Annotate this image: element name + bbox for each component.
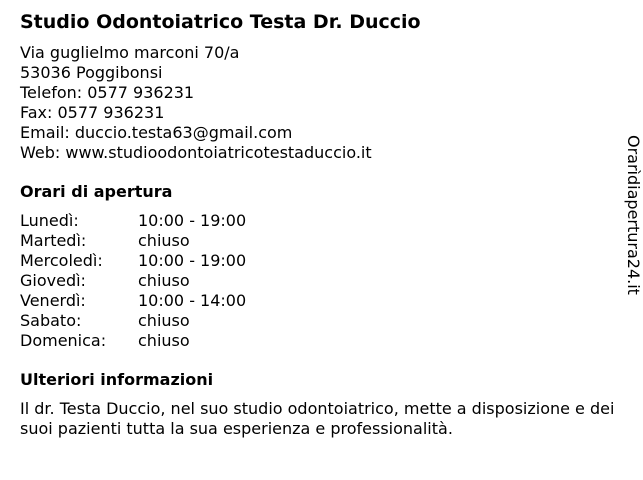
email-address: Email: duccio.testa63@gmail.com [20,123,293,142]
day-label: Domenica: [20,331,107,350]
day-label: Mercoledì: [20,251,103,270]
hours-value: chiuso [138,331,190,350]
city-address: 53036 Poggibonsi [20,63,163,82]
hours-row-wednesday [20,251,620,271]
opening-hours-table [20,211,620,351]
day-label: Martedì: [20,231,87,250]
hours-row-saturday [20,311,620,331]
day-label: Sabato: [20,311,82,330]
day-label: Giovedì: [20,271,86,290]
hours-value: 10:00 - 19:00 [138,251,247,270]
hours-row-sunday [20,331,620,351]
hours-value: 10:00 - 14:00 [138,291,247,310]
business-card [20,10,620,439]
additional-info-text: Il dr. Testa Duccio, nel suo studio odontoiatrico, mette a disposizione e dei suoi pazienti tutta la sua esperienza e professionalità. [20,399,615,438]
opening-hours-heading: Orari di apertura [20,182,173,201]
hours-value: chiuso [138,231,190,250]
site-watermark-label: Orarìdiapertura24.it [624,135,643,295]
hours-value: chiuso [138,311,190,330]
hours-row-thursday [20,271,620,291]
hours-value: 10:00 - 19:00 [138,211,247,230]
street-address: Via guglielmo marconi 70/a [20,43,240,62]
day-label: Lunedì: [20,211,79,230]
address-block [20,43,620,163]
hours-row-friday [20,291,620,311]
day-label: Venerdì: [20,291,86,310]
hours-row-monday [20,211,620,231]
page-title: Studio Odontoiatrico Testa Dr. Duccio [20,11,421,33]
hours-row-tuesday [20,231,620,251]
fax-number: Fax: 0577 936231 [20,103,165,122]
phone-number: Telefon: 0577 936231 [20,83,195,102]
hours-value: chiuso [138,271,190,290]
additional-info-heading: Ulteriori informazioni [20,370,214,389]
website-address: Web: www.studioodontoiatricotestaduccio.it [20,143,372,162]
